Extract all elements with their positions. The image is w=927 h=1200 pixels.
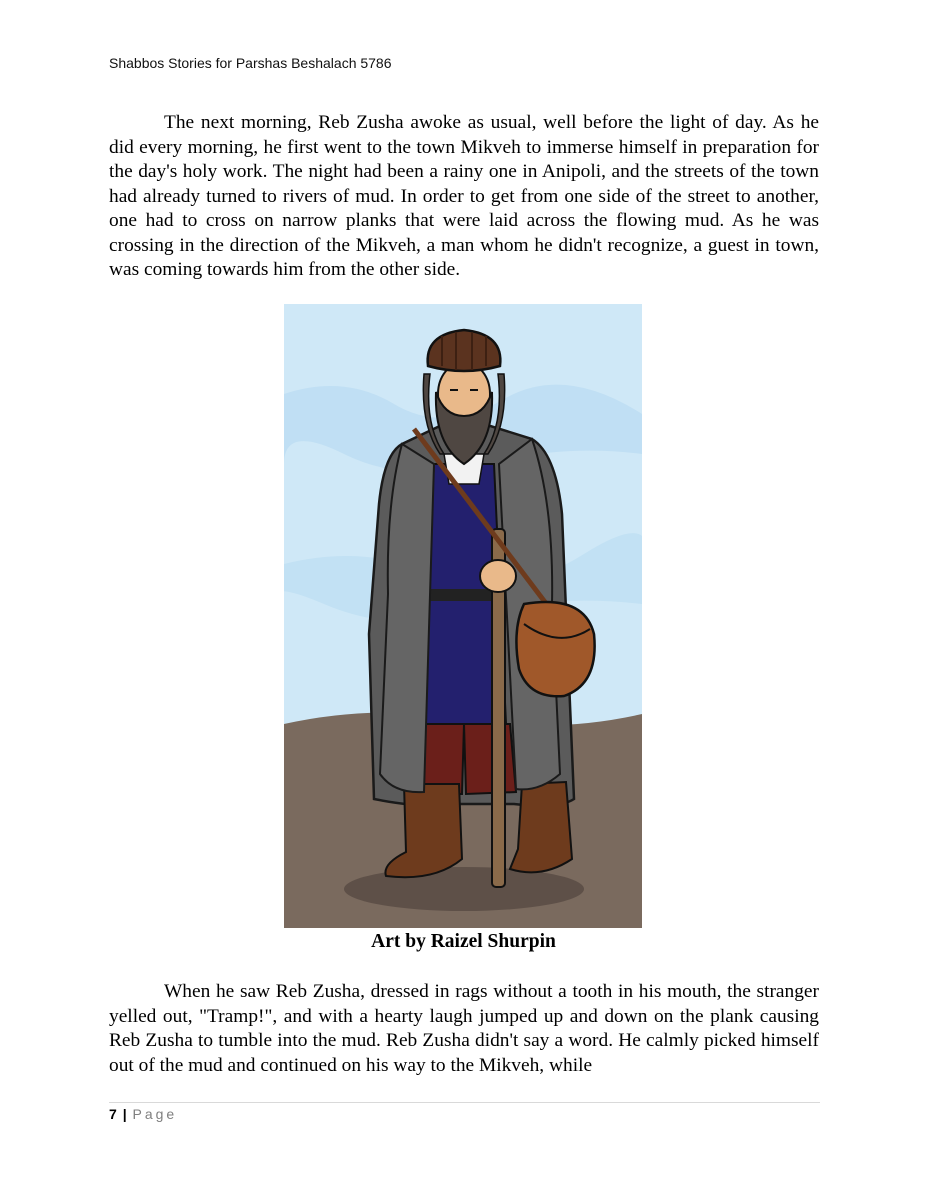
illustration-bag bbox=[516, 602, 594, 696]
body-paragraph-2: When he saw Reb Zusha, dressed in rags without a tooth in his mouth, the stranger yelled out, "Tramp!", and with a hearty laugh jumped up and down on the plank causing Reb Zusha to tumble into the mud. Reb Zusha didn't say a word. He calmly picked himself out of the mud and continued on his way to the Mikveh, while bbox=[109, 981, 819, 1076]
page-footer bbox=[109, 1106, 177, 1122]
page-label: Page bbox=[132, 1106, 178, 1122]
body-paragraph-1: The next morning, Reb Zusha awoke as usual, well before the light of day. As he did every morning, he first went to the town Mikveh to immerse himself in preparation for the day's holy work. The night had been a rainy one in Anipoli, and the streets of the town had already turned to rivers of mud. In order to get from one side of the street to another, one had to cross on narrow planks that were laid across the flowing mud. As he was crossing in the direction of the Mikveh, a man whom he didn't recognize, a guest in town, was coming towards him from the other side. bbox=[109, 112, 819, 280]
page-separator: | bbox=[122, 1106, 127, 1122]
page-number: 7 bbox=[109, 1106, 117, 1122]
illustration-reb-zusha bbox=[284, 304, 642, 928]
running-header: Shabbos Stories for Parshas Beshalach 5786 bbox=[109, 55, 392, 71]
footer-divider bbox=[109, 1102, 820, 1103]
figure-caption: Art by Raizel Shurpin bbox=[371, 931, 556, 952]
